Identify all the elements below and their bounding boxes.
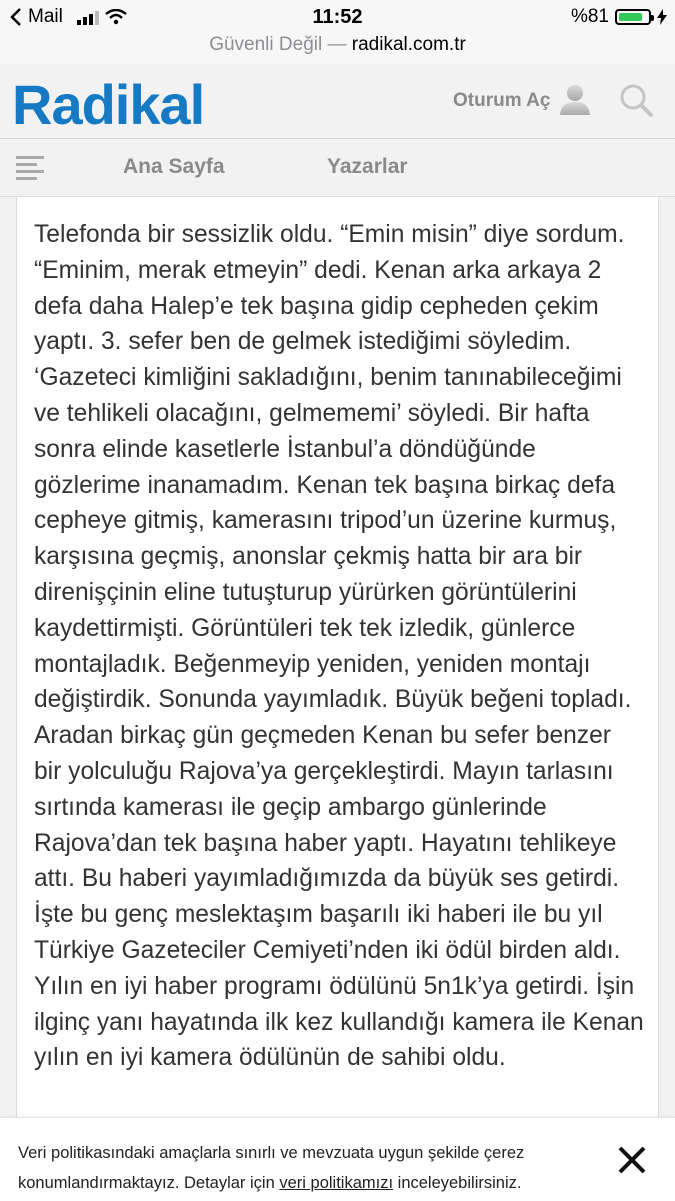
nav-item-ana-sayfa[interactable]: Ana Sayfa bbox=[123, 155, 225, 178]
article-paragraph: Telefonda bir sessizlik oldu. “Emin misin” diye sordum. “Eminim, merak etmeyin” dedi. Kenan arka arkaya 2 defa daha Halep’e tek başına gidip cepheden çekim yaptı. 3. sefer ben de gelmek istediğimi söyledim. ‘Gazeteci kimliğini sakladığını, benim tanınabileceğimi ve tehlikeli olacağını, gelmememi’ söyledi. Bir hafta sonra elinde kasetlerle İstanbul’a döndüğünde gözlerime inanamadım. Kenan tek başına birkaç defa cepheye gitmiş, kamerasını tripod’un üzerine kurmuş, karşısına geçmiş, anonslar çekmiş hatta bir ara bir direnişçinin eline tutuşturup yürürken görüntülerini kaydettirmişti. Görüntüleri tek tek izledik, günlerce montajladık. Beğenmeyip yeniden, yeniden montajı değiştirdik. Sonunda yayımladık. Büyük beğeni topladı. Aradan birkaç gün geçmeden Kenan bu sefer benzer bir yolculuğu Rajova’ya gerçekleştirdi. Mayın tarlasını sırtında kamerası ile geçip ambargo günlerinde Rajova’dan tek başına haber yaptı. Hayatını tehlikeye attı. Bu haberi yayımladığımızda da büyük ses getirdi. İşte bu genç meslektaşım başarılı iki haberi ile bu yıl Türkiye Gazeteciler Cemiyeti’nden iki ödül birden aldı. Yılın en iyi haber programı ödülünü 5n1k’ya getirdi. İşin ilginç yanı hayatında ilk kez kullandığı kamera ile Kenan yılın en iyi kamera ödülünün de sahibi oldu. bbox=[34, 221, 644, 1072]
security-label: Güvenli Değil — bbox=[209, 34, 347, 55]
hamburger-menu-icon[interactable] bbox=[16, 155, 44, 181]
url-bar[interactable] bbox=[0, 34, 675, 64]
user-icon[interactable] bbox=[558, 82, 592, 116]
battery-percent: %81 bbox=[570, 6, 609, 27]
privacy-policy-link[interactable]: veri politikamızı bbox=[279, 1174, 394, 1192]
cookie-banner bbox=[0, 1117, 675, 1201]
main-nav bbox=[0, 139, 675, 197]
cookie-text-after: inceleyebilirsiniz. bbox=[393, 1174, 522, 1192]
close-icon[interactable] bbox=[614, 1142, 650, 1178]
cookie-text bbox=[18, 1138, 598, 1198]
carrier-label[interactable]: Mail bbox=[28, 6, 63, 27]
site-logo[interactable]: Radikal bbox=[12, 73, 205, 136]
status-right bbox=[571, 6, 667, 28]
battery-fill bbox=[619, 13, 642, 21]
url-domain: radikal.com.tr bbox=[351, 34, 466, 55]
article-body bbox=[16, 197, 659, 1200]
battery-icon bbox=[615, 9, 651, 25]
cookie-text-before: Veri politikasındaki amaçlarla sınırlı ve mevzuata uygun şekilde çerez konumlandırmaktayız. Detaylar için bbox=[18, 1144, 525, 1192]
nav-item-yazarlar[interactable]: Yazarlar bbox=[327, 155, 408, 178]
status-time: 11:52 bbox=[312, 6, 363, 28]
login-button[interactable]: Oturum Aç bbox=[453, 90, 551, 111]
charging-bolt-icon bbox=[657, 9, 667, 25]
status-bar bbox=[0, 0, 675, 34]
search-icon[interactable] bbox=[618, 82, 654, 118]
site-header bbox=[0, 64, 675, 139]
